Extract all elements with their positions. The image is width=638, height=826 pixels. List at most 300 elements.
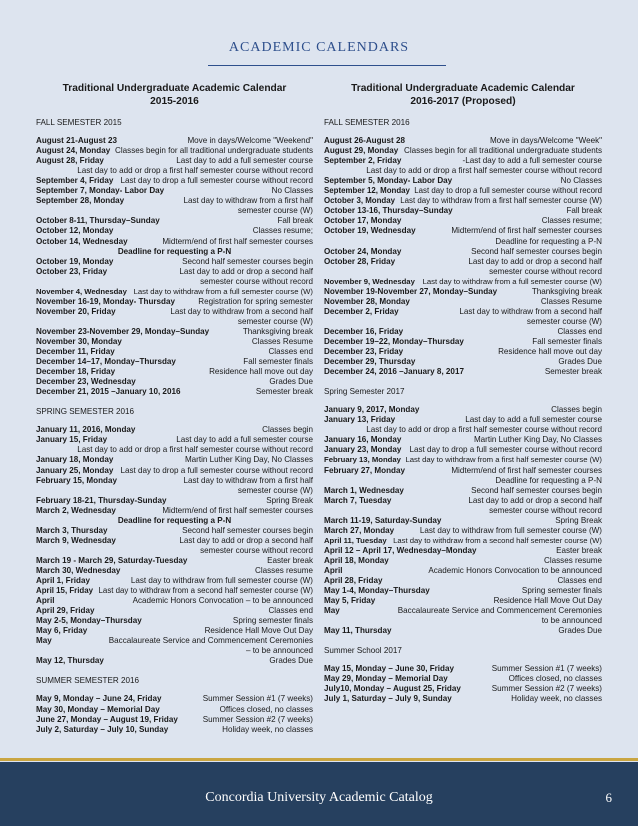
calendar-entry [324,496,602,516]
entry-date: December 11, Friday [36,347,115,357]
entry-row [324,136,602,146]
title-spacer [36,686,313,694]
entry-date: October 23, Friday [36,266,108,276]
calendar-entry [324,435,602,445]
entry-row [36,566,313,576]
entry-row [36,616,313,626]
entry-description: Classes end [557,576,602,586]
calendar-entry [324,684,602,694]
entry-row [36,626,313,636]
page-heading: ACADEMIC CALENDARS [228,40,410,55]
entry-description: Fall semester finals [243,357,313,367]
calendar-entry [324,297,602,307]
title-spacer [324,128,602,136]
entry-date: December 2, Friday [324,306,399,316]
entry-date: December 23, Wednesday [36,377,136,387]
entry-description: -Last day to add a full semester course [462,156,602,166]
calendar-sections [36,118,313,735]
entry-row [36,556,313,566]
entry-date: November 16-19, Monday- Thursday [36,296,175,306]
calendar-entry [324,277,602,287]
entry-description: Fall break [566,206,602,216]
entry-continuation: semester course (W) [237,316,313,326]
entry-description: Baccalaureate Service and Commencement Ceremonies [108,636,313,646]
entry-description: Midterm/end of first half semester courses [451,226,602,236]
entry-description: Classes begin for all traditional undergraduate students [115,146,313,156]
entry-description: Summer Session #2 (7 weeks) [202,714,313,724]
calendar-entry [324,596,602,606]
entry-description: Martin Luther King Day, No Classes [473,435,602,445]
entry-row [324,556,602,566]
entry-description: Classes resume; [541,216,602,226]
entry-continuation: Deadline for requesting a P-N [117,515,232,525]
entry-date: December 18, Friday [36,367,116,377]
entry-row [324,257,602,267]
entry-description: Last day to withdraw from a first half [183,196,313,206]
entry-row [324,277,602,287]
heading-rule [208,65,446,66]
calendar-entry [324,206,602,216]
entry-row [324,337,602,347]
entry-date: October 13-16, Thursday–Sunday [324,206,453,216]
entry-continuation: semester course without record [200,545,313,555]
entry-date: December 29, Thursday [324,357,416,367]
entry-continuation: Deadline for requesting a P-N [117,246,232,256]
calendar-entry [324,516,602,526]
entry-date: August 21-August 23 [36,136,117,146]
calendar-entry [36,196,313,216]
calendar-entry [324,287,602,297]
entry-date: February 13, Monday [324,455,401,465]
entry-date: May 1-4, Monday–Thursday [324,586,430,596]
entry-date: March 30, Wednesday [36,565,121,575]
entry-description: Last day to withdraw from a full semester course (W) [422,276,602,286]
calendar-entry [324,486,602,496]
calendar-entry [324,176,602,186]
entry-date: April 1, Friday [36,576,90,586]
calendar-entry [324,415,602,435]
entry-date: August 26-August 28 [324,136,405,146]
entry-row [36,576,313,586]
calendar-title [36,82,313,108]
entry-date: January 11, 2016, Monday [36,425,136,435]
entry-description: Residence Hall Move Out Day [493,596,602,606]
calendar-entry [324,327,602,337]
entry-row [324,455,602,465]
calendar-entry [324,146,602,156]
entry-date: November 4, Wednesday [36,286,127,296]
entry-description: Semester break [544,367,602,377]
calendar-entry [36,606,313,616]
entry-date: May 9, Monday – June 24, Friday [36,694,162,704]
entry-date: November 19-November 27, Monday–Sunday [324,286,498,296]
calendar-title-line1: Traditional Undergraduate Academic Calendar [62,83,287,94]
entry-date: July10, Monday – August 25, Friday [324,684,461,694]
entry-row [36,435,313,445]
calendar-entry [36,656,313,666]
entry-row [36,694,313,704]
title-spacer [324,397,602,405]
entry-description: Classes end [557,326,602,336]
entry-continuation: semester course without record [489,266,602,276]
entry-date: September 7, Monday- Labor Day [36,186,165,196]
entry-date: March 7, Tuesday [324,495,392,505]
entry-row [36,136,313,146]
entry-date: January 25, Monday [36,465,114,475]
entry-row [36,156,313,166]
entry-row [324,576,602,586]
calendar-entry [324,526,602,536]
entry-row [324,287,602,297]
entry-date: December 24, 2016 –January 8, 2017 [324,367,464,377]
entry-row [324,546,602,556]
entry-date: October 3, Monday [324,196,396,206]
entry-date: May 15, Monday – June 30, Friday [324,664,454,674]
entry-date: May 12, Thursday [36,656,104,666]
semester-section [36,118,313,397]
footer-title: Concordia University Academic Catalog [205,790,433,805]
calendar-entry [324,186,602,196]
entry-date: December 23, Friday [324,347,404,357]
entry-date: May 11, Thursday [324,626,392,636]
entry-description: Midterm/end of first half semester courses [162,505,313,515]
entry-description: Second half semester courses begin [471,485,602,495]
entry-date: April [36,596,55,606]
entry-date: July 1, Saturday – July 9, Sunday [324,694,452,704]
calendar-entry [36,347,313,357]
calendar-entry [36,267,313,287]
calendar-2016-2017 [324,82,602,705]
entry-description: Midterm/end of first half semester courses [162,236,313,246]
entry-row [36,526,313,536]
entry-description: Baccalaureate Service and Commencement Ceremonies [397,606,602,616]
entry-description: Classes begin [262,425,313,435]
entry-description: Spring Break [266,495,313,505]
entry-row [36,377,313,387]
entry-row [324,307,602,317]
entry-row [324,176,602,186]
entry-date: September 5, Monday- Labor Day [324,176,453,186]
entry-row [324,156,602,166]
entry-row [36,476,313,486]
calendar-entry [324,405,602,415]
entry-description: Last day to add or drop a second half [468,256,602,266]
calendar-entry [324,156,602,176]
entry-continuation: semester course without record [200,276,313,286]
entry-date: January 23, Monday [324,445,402,455]
entry-continuation: semester course (W) [237,485,313,495]
entry-continuation: Last day to add or drop a first half semester course without record [77,445,313,455]
semester-section [36,676,313,734]
calendar-entry [36,237,313,257]
calendar-entry [324,445,602,455]
entry-description: Martin Luther King Day, No Classes [184,455,313,465]
entry-description: Last day to add a full semester course [465,415,602,425]
entry-row [36,357,313,367]
entry-description: Last day to withdraw from a second half [170,306,313,316]
entry-date: May 6, Friday [36,626,88,636]
semester-title: Summer School 2017 [324,646,402,656]
entry-date: May 5, Friday [324,596,376,606]
entry-date: April [324,565,343,575]
entry-row [324,226,602,236]
entry-description: Residence hall move out day [209,367,313,377]
entry-row [36,297,313,307]
entry-row [324,327,602,337]
entry-description: Last day to withdraw from a first half semester course (W) [400,196,602,206]
entry-row [324,526,602,536]
entry-row [324,466,602,476]
entry-date: September 28, Monday [36,196,125,206]
entry-description: Second half semester courses begin [182,256,313,266]
entry-description: Grades Due [558,626,602,636]
entry-description: No Classes [271,186,313,196]
entry-date: September 2, Friday [324,156,402,166]
entry-description: Last day to withdraw from a full semester course (W) [133,286,313,296]
entry-description: Classes begin for all traditional undergraduate students [404,146,602,156]
entry-date: October 14, Wednesday [36,236,128,246]
section-spacer [324,636,602,646]
entry-description: Classes Resume [540,296,602,306]
entry-row [324,146,602,156]
calendar-entry [324,694,602,704]
entry-continuation: Last day to add or drop a first half semester course without record [77,166,313,176]
entry-row [324,496,602,506]
entry-date: February 15, Monday [36,475,117,485]
entry-date: March 11-19, Saturday-Sunday [324,515,442,525]
entry-row [36,176,313,186]
entry-description: Thanksgiving break [242,326,313,336]
calendar-entry [36,327,313,337]
entry-row [324,435,602,445]
calendar-entry [36,176,313,186]
entry-date: November 28, Monday [324,296,410,306]
semester-title: Spring Semester 2017 [324,387,405,397]
entry-description: Last day to add or drop a second half [179,266,313,276]
calendar-entry [324,257,602,277]
page-number: 6 [605,790,612,805]
entry-description: Midterm/end of first half semester courses [451,465,602,475]
entry-date: May 30, Monday – Memorial Day [36,704,160,714]
entry-description: Holiday week, no classes [222,724,313,734]
entry-row [324,186,602,196]
entry-row [36,257,313,267]
calendar-entry [36,694,313,704]
entry-row [36,186,313,196]
entry-row [36,725,313,735]
entry-date: December 16, Friday [324,326,404,336]
entry-row [324,626,602,636]
entry-description: Classes begin [551,405,602,415]
title-spacer [324,656,602,664]
calendar-entry [324,367,602,377]
calendar-entry [36,596,313,606]
calendar-entry [324,606,602,626]
calendar-entry [36,297,313,307]
entry-row [324,536,602,546]
entry-description: Summer Session #2 (7 weeks) [491,684,602,694]
entry-continuation: – to be announced [245,646,313,656]
entry-date: October 28, Friday [324,256,396,266]
entry-row [324,415,602,425]
semester-title: SPRING SEMESTER 2016 [36,407,135,417]
calendar-title-line2: 2016-2017 (Proposed) [410,96,516,107]
entry-row [324,486,602,496]
entry-date: March 9, Wednesday [36,535,116,545]
calendar-entry [324,216,602,226]
entry-row [36,455,313,465]
entry-date: March 1, Wednesday [324,485,404,495]
entry-row [324,297,602,307]
entry-description: Spring Break [555,515,602,525]
calendar-2015-2016 [36,82,313,735]
entry-continuation: to be announced [541,616,602,626]
entry-date: May [36,636,52,646]
entry-continuation: semester course (W) [237,206,313,216]
calendar-entry [36,725,313,735]
calendar-entry [36,435,313,455]
entry-date: May 29, Monday – Memorial Day [324,674,448,684]
entry-row [324,516,602,526]
entry-date: March 27, Monday [324,525,395,535]
entry-description: Last day to withdraw from a first half semester course (W) [405,455,602,465]
entry-continuation: Last day to add or drop a first half semester course without record [366,425,602,435]
entry-row [36,705,313,715]
entry-row [324,694,602,704]
calendar-entry [36,496,313,506]
entry-date: January 9, 2017, Monday [324,405,420,415]
entry-row [324,206,602,216]
entry-row [36,596,313,606]
calendar-entry [324,337,602,347]
calendar-entry [324,247,602,257]
calendar-entry [36,526,313,536]
entry-row [324,664,602,674]
entry-row [36,216,313,226]
entry-description: Move in days/Welcome "Week" [489,136,602,146]
entry-date: January 16, Monday [324,435,402,445]
entry-row [36,536,313,546]
semester-title: SUMMER SEMESTER 2016 [36,676,139,686]
entry-row [36,307,313,317]
entry-description: Second half semester courses begin [471,246,602,256]
entry-description: Residence Hall Move Out Day [204,626,313,636]
entry-date: November 20, Friday [36,306,116,316]
entry-description: Last day to withdraw from full semester course (W) [130,576,313,586]
entry-row [36,287,313,297]
entry-row [324,606,602,616]
entry-description: Fall semester finals [532,336,602,346]
calendar-entry [324,556,602,566]
entry-row [36,425,313,435]
entry-continuation: Last day to add or drop a first half semester course without record [366,166,602,176]
entry-description: Grades Due [269,656,313,666]
entry-row [324,586,602,596]
entry-continuation: Deadline for requesting a P-N [495,475,602,485]
entry-description: Last day to add or drop a second half [179,535,313,545]
calendar-entry [36,506,313,526]
entry-description: Summer Session #1 (7 weeks) [491,664,602,674]
calendar-entry [324,674,602,684]
entry-row [36,586,313,596]
entry-row [36,327,313,337]
calendar-entry [36,357,313,367]
entry-description: Last day to drop a full semester course without record [120,465,313,475]
calendar-entry [324,664,602,674]
calendar-title-line2: 2015-2016 [150,96,199,107]
entry-row [324,347,602,357]
entry-row [324,596,602,606]
calendar-entry [324,576,602,586]
semester-section [324,646,602,704]
entry-date: November 23-November 29, Monday–Sunday [36,326,210,336]
entry-description: Last day to drop a full semester course without record [414,186,602,196]
entry-row [36,606,313,616]
entry-description: Offices closed, no classes [508,674,602,684]
entry-description: Last day to withdraw from full semester course (W) [419,525,602,535]
entry-date: November 30, Monday [36,336,122,346]
entry-date: July 2, Saturday – July 10, Sunday [36,724,169,734]
calendar-entry [324,566,602,576]
entry-description: Easter break [267,555,313,565]
calendar-entry [324,136,602,146]
calendar-entry [36,636,313,656]
entry-row [36,506,313,516]
calendar-entry [36,586,313,596]
semester-title: FALL SEMESTER 2016 [324,118,410,127]
entry-description: Classes end [268,606,313,616]
entry-description: Summer Session #1 (7 weeks) [202,694,313,704]
entry-row [324,684,602,694]
calendar-entry [36,387,313,397]
entry-description: Thanksgiving break [531,286,602,296]
calendar-entry [324,455,602,465]
entry-description: Last day to drop a full semester course without record [120,176,313,186]
calendar-entry [36,476,313,496]
entry-date: March 3, Thursday [36,525,108,535]
calendar-entry [36,216,313,226]
semester-section [324,387,602,636]
entry-row [36,267,313,277]
calendar-entry [36,616,313,626]
entry-date: April 11, Tuesday [324,535,387,545]
entry-row [324,674,602,684]
entry-description: Last day to withdraw from a second half [459,306,602,316]
calendar-sections [324,118,602,705]
entry-description: Classes resume; [252,226,313,236]
entry-date: December 14–17, Monday–Thursday [36,357,176,367]
entry-date: August 28, Friday [36,156,104,166]
calendar-entry [36,466,313,476]
entry-row [36,656,313,666]
calendar-entry [324,536,602,546]
entry-date: April 18, Monday [324,555,389,565]
entry-row [36,636,313,646]
semester-title: FALL SEMESTER 2015 [36,118,122,127]
entry-description: Last day to add or drop a second half [468,495,602,505]
calendar-entry [324,347,602,357]
title-spacer [36,128,313,136]
calendar-entry [36,455,313,465]
calendar-entry [36,307,313,327]
entry-row [36,237,313,247]
entry-row [36,226,313,236]
entry-date: April 29, Friday [36,606,95,616]
entry-row [36,337,313,347]
entry-date: January 13, Friday [324,415,396,425]
entry-date: October 19, Wednesday [324,226,416,236]
entry-description: Classes end [268,347,313,357]
